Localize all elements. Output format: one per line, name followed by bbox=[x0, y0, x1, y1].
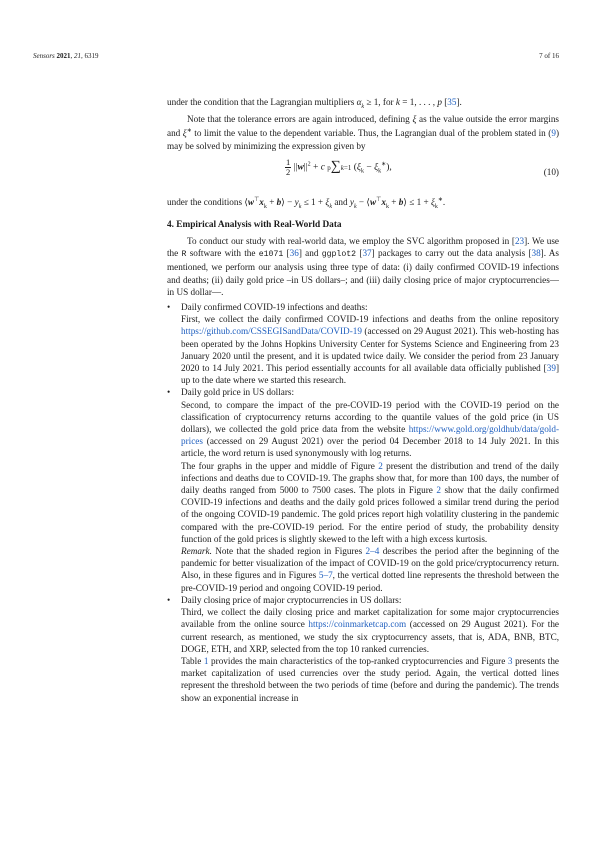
figure-link[interactable]: 2 bbox=[378, 460, 383, 471]
equation-formula: $\frac{1}{2}$ $||w||^2 + c$ p∑k=1 $(\xi_k - \xi_k^∗)$, bbox=[286, 156, 392, 177]
citation-link[interactable]: 23 bbox=[514, 236, 525, 246]
bullet-paragraph: First, we collect the daily confirmed COVID-19 infections and deaths from the online repository https://github.com/CSSEGISandData/COVID-19 (accessed on 29 August 2021). This web-hosting has been operated by the Johns Hopkins University Center for Systems Science and Engineering from 23 January 2020 until the present, and it is updated twice daily. We consider the period from 23 January 2020 to 14 July 2021. This period essentially accounts for all available data officially published [39] up to the date where we started this research. bbox=[181, 314, 559, 386]
bullet-paragraph: The four graphs in the upper and middle of Figure 2 present the distribution and trend of the daily infections and deaths due to COVID-19. The graphs show that, for more than 100 days, the number of daily deaths ranged from 5000 to 7500 cases. The plots in Figure 2 show that the daily confirmed COVID-19 infections and deaths and the daily gold prices followed a similar trend during the period of the ongoing COVID-19 pandemic. The gold prices report high volatility clustering in the pandemic compared with the pre-COVID-19 period. For the entire period of study, the probability density function of the gold prices is slightly skewed to the left with a high excess kurtosis. bbox=[181, 460, 560, 544]
table-link[interactable]: 1 bbox=[203, 655, 209, 666]
paragraph-conditions: under the conditions $⟨w^⊤x_k$ + b⟩ − $y_k \le 1 + \xi_k$ and $y_k$ − $⟨w^⊤x_k$ + b⟩ ≤ $1 + \xi_k^∗$. bbox=[167, 196, 446, 210]
citation-link[interactable]: 36 bbox=[289, 248, 299, 259]
citation-link[interactable]: 37 bbox=[362, 248, 372, 259]
figure-link[interactable]: 2 bbox=[436, 485, 441, 496]
article-body bbox=[167, 96, 559, 704]
equation-number: (10) bbox=[543, 166, 559, 177]
bullet-paragraph: Second, to compare the impact of the pre-COVID-19 period with the COVID-19 period on the classification of cryptocurrency returns according to the quantile values of the gold price (in US dollars), we collected the gold price data from the website https://www.gold.org/goldhub/data/gold-prices (accessed on 29 August 2021) over the period 04 December 2018 to 14 July 2021. In this article, the word return is used synonymously with log returns. bbox=[181, 399, 559, 459]
bullet-gold bbox=[167, 386, 559, 593]
section-heading: 4. Empirical Analysis with Real-World Data bbox=[167, 219, 342, 230]
citation-link[interactable]: 35 bbox=[447, 97, 457, 107]
bullet-paragraph: Third, we collect the daily closing price and market capitalization for some major cryptocurrencies available from the online source https://coinmarketcap.com (accessed on 29 August 2021). For the current research, as mentioned, we study the six cryptocurrency assets, that is, ADA, BNB, BTC, DOGE, ETH, and XRP, selected from the top 10 ranked currencies. bbox=[181, 607, 559, 654]
figure-link[interactable]: 3 bbox=[507, 655, 513, 666]
gold-prices-link[interactable]: https://www.gold.org/goldhub/data/gold-prices bbox=[181, 424, 559, 447]
bullet-title: Daily gold price in US dollars: bbox=[181, 387, 295, 398]
bullet-covid bbox=[167, 301, 559, 386]
running-header-journal: Sensors 2021, 21, 6319 bbox=[33, 52, 99, 60]
bullet-dot: • bbox=[167, 387, 171, 398]
paragraph-lagrangian: under the condition that the Lagrangian multipliers $\alpha_k \ge 1$, for k = 1, . . . , p [35]. bbox=[167, 97, 462, 110]
equation-link[interactable]: 9 bbox=[551, 128, 556, 139]
figure-link[interactable]: 5–7 bbox=[318, 570, 333, 581]
citation-link[interactable]: 39 bbox=[546, 363, 556, 374]
remark-paragraph: Remark. Note that the shaded region in Figures 2–4 describes the period after the beginning of the pandemic for better visualization of the impact of COVID-19 on the gold price/cryptocurrency return. Also, in these figures and in Figures 5–7, the vertical dotted line represents the threshold between the pre-COVID-19 period and ongoing COVID-19 period. bbox=[181, 546, 559, 593]
figure-link[interactable]: 2–4 bbox=[365, 546, 380, 557]
running-header-page: 7 of 16 bbox=[539, 52, 559, 60]
bullet-dot: • bbox=[167, 302, 171, 313]
paragraph-empirical: To conduct our study with real-world data, we employ the SVC algorithm proposed in [23]. We use the R software with the e1071 [36] and ggplot2 [37] packages to carry out the data analysis [38]. As mentioned, we perform our analysis using three type of data: (i) daily confirmed COVID-19 infections and deaths; (ii) daily gold price –in US dollars–; and (iii) daily closing price of major cryptocurrencies—in US dollar—. bbox=[167, 236, 560, 297]
bullet-title: Daily confirmed COVID-19 infections and deaths: bbox=[181, 302, 368, 313]
bullet-title: Daily closing price of major cryptocurrencies in US dollars: bbox=[181, 594, 402, 605]
coinmarketcap-link[interactable]: https://coinmarketcap.com bbox=[308, 619, 407, 630]
covid-repository-link[interactable]: https://github.com/CSSEGISandData/COVID-19 bbox=[181, 326, 362, 337]
bullet-paragraph: Table 1 provides the main characteristics of the top-ranked cryptocurrencies and Figure 3 presents the market capitalization of used currencies over the study period. Again, the vertical dotted lines represent the threshold between the two periods of time (before and during the pandemic). The trends show an exponential increase in bbox=[181, 655, 559, 703]
bullet-crypto bbox=[167, 594, 559, 704]
citation-link[interactable]: 38 bbox=[531, 248, 541, 259]
bullet-dot: • bbox=[167, 594, 171, 605]
paragraph-tolerance: Note that the tolerance errors are again introduced, defining ξ as the value outside the error margins and ξ∗ to limit the value to the dependent variable. Thus, the Lagrangian dual of the problem stated in (9) may be solved by minimizing the expression given by bbox=[167, 114, 559, 151]
equation-10 bbox=[167, 154, 559, 190]
